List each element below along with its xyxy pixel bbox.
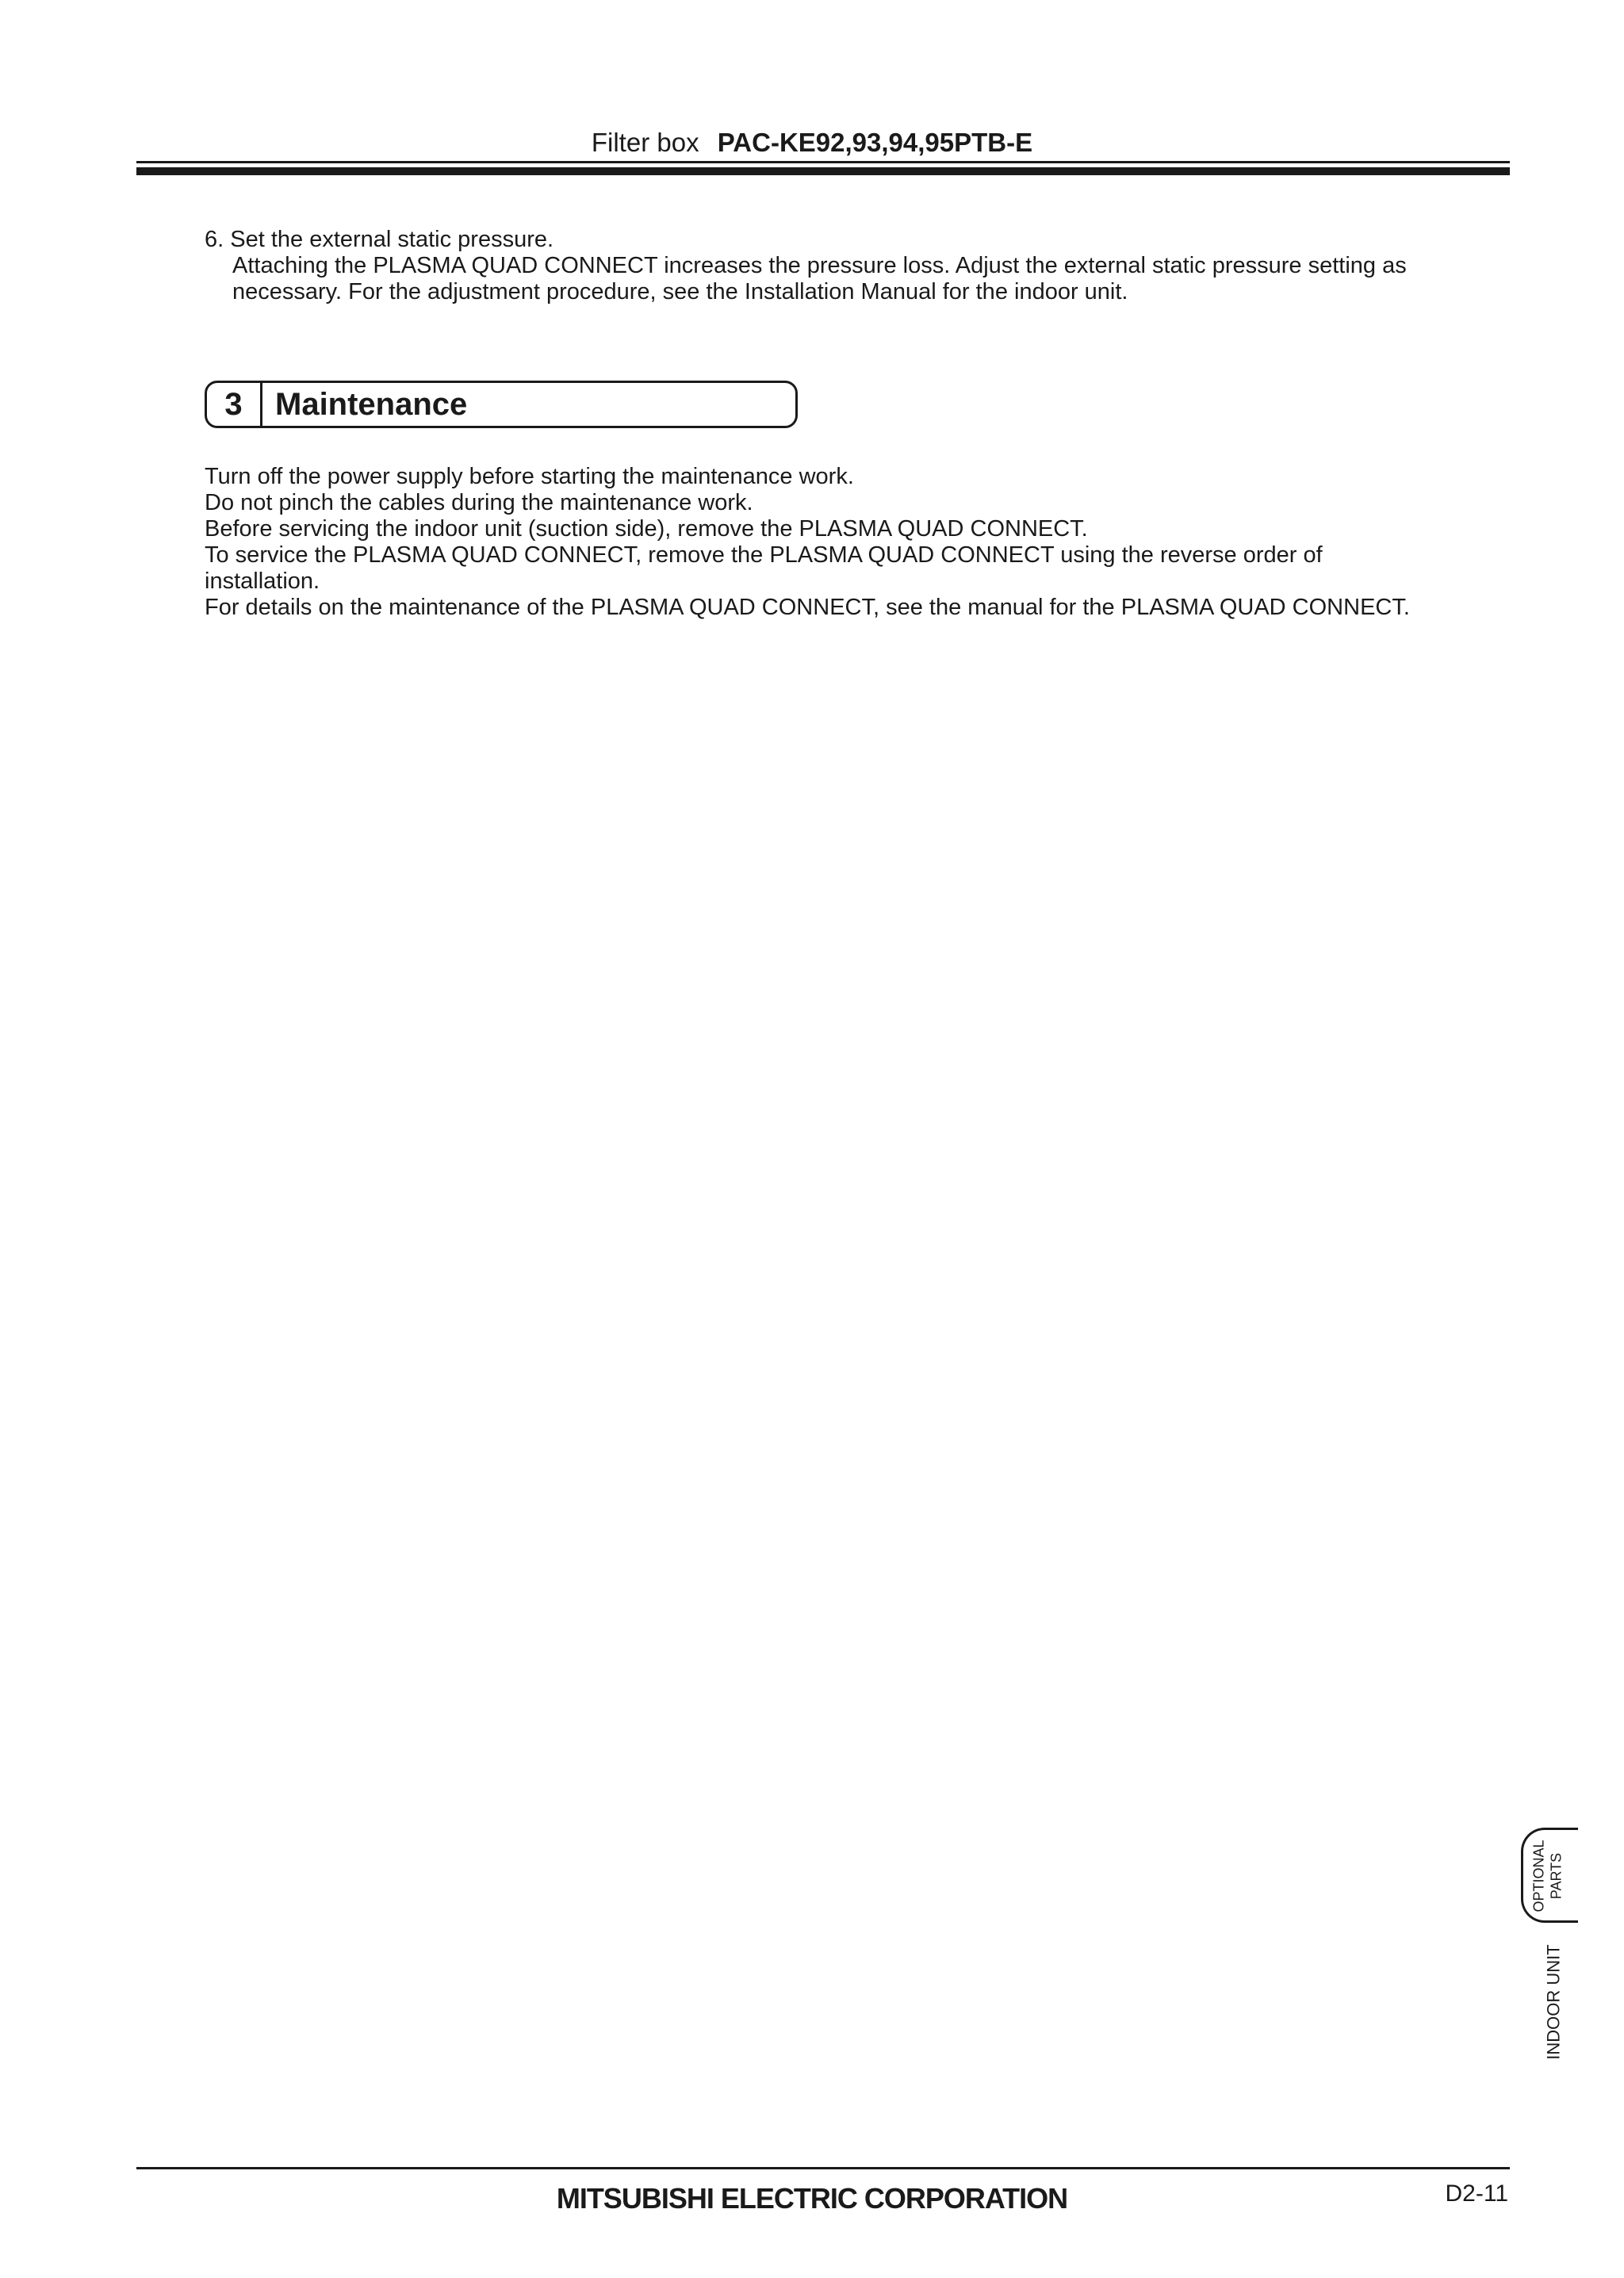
maintenance-line: Before servicing the indoor unit (suction side), remove the PLASMA QUAD CONNECT. bbox=[205, 516, 1088, 542]
optional-parts-tab-label bbox=[1524, 1833, 1572, 1919]
optional-tab-line-2: PARTS bbox=[1549, 1852, 1565, 1900]
footer-rule bbox=[136, 2167, 1510, 2169]
page-number: D2-11 bbox=[1445, 2180, 1508, 2207]
maintenance-line: For details on the maintenance of the PLASMA QUAD CONNECT, see the manual for the PLASMA QUAD CONNECT. bbox=[205, 595, 1410, 620]
indoor-unit-text: INDOOR UNIT bbox=[1544, 1944, 1565, 2060]
section-number: 3 bbox=[207, 383, 262, 426]
maintenance-line: Do not pinch the cables during the maintenance work. bbox=[205, 490, 753, 515]
indoor-unit-tab-label bbox=[1530, 1935, 1578, 2069]
page-header-title bbox=[0, 127, 1624, 159]
maintenance-paragraph bbox=[205, 464, 1442, 621]
header-rule-thick bbox=[136, 167, 1510, 175]
step-6-block bbox=[205, 227, 1442, 305]
header-rule-thin bbox=[136, 161, 1510, 163]
header-label: Filter box bbox=[591, 128, 699, 157]
section-heading-box bbox=[205, 381, 798, 428]
optional-tab-line-1: OPTIONAL bbox=[1531, 1840, 1547, 1912]
step-6-detail: Attaching the PLASMA QUAD CONNECT increases the pressure loss. Adjust the external static pressure setting as necessary. For the adjustment procedure, see the Installation Manual for the indoor unit. bbox=[232, 253, 1407, 304]
header-model: PAC-KE92,93,94,95PTB-E bbox=[717, 128, 1033, 157]
footer-company: MITSUBISHI ELECTRIC CORPORATION bbox=[556, 2182, 1068, 2215]
maintenance-line: To service the PLASMA QUAD CONNECT, remove the PLASMA QUAD CONNECT using the reverse order of installation. bbox=[205, 542, 1323, 594]
maintenance-line: Turn off the power supply before starting the maintenance work. bbox=[205, 464, 854, 489]
step-6-title: 6. Set the external static pressure. bbox=[205, 227, 554, 252]
section-title: Maintenance bbox=[275, 386, 468, 422]
